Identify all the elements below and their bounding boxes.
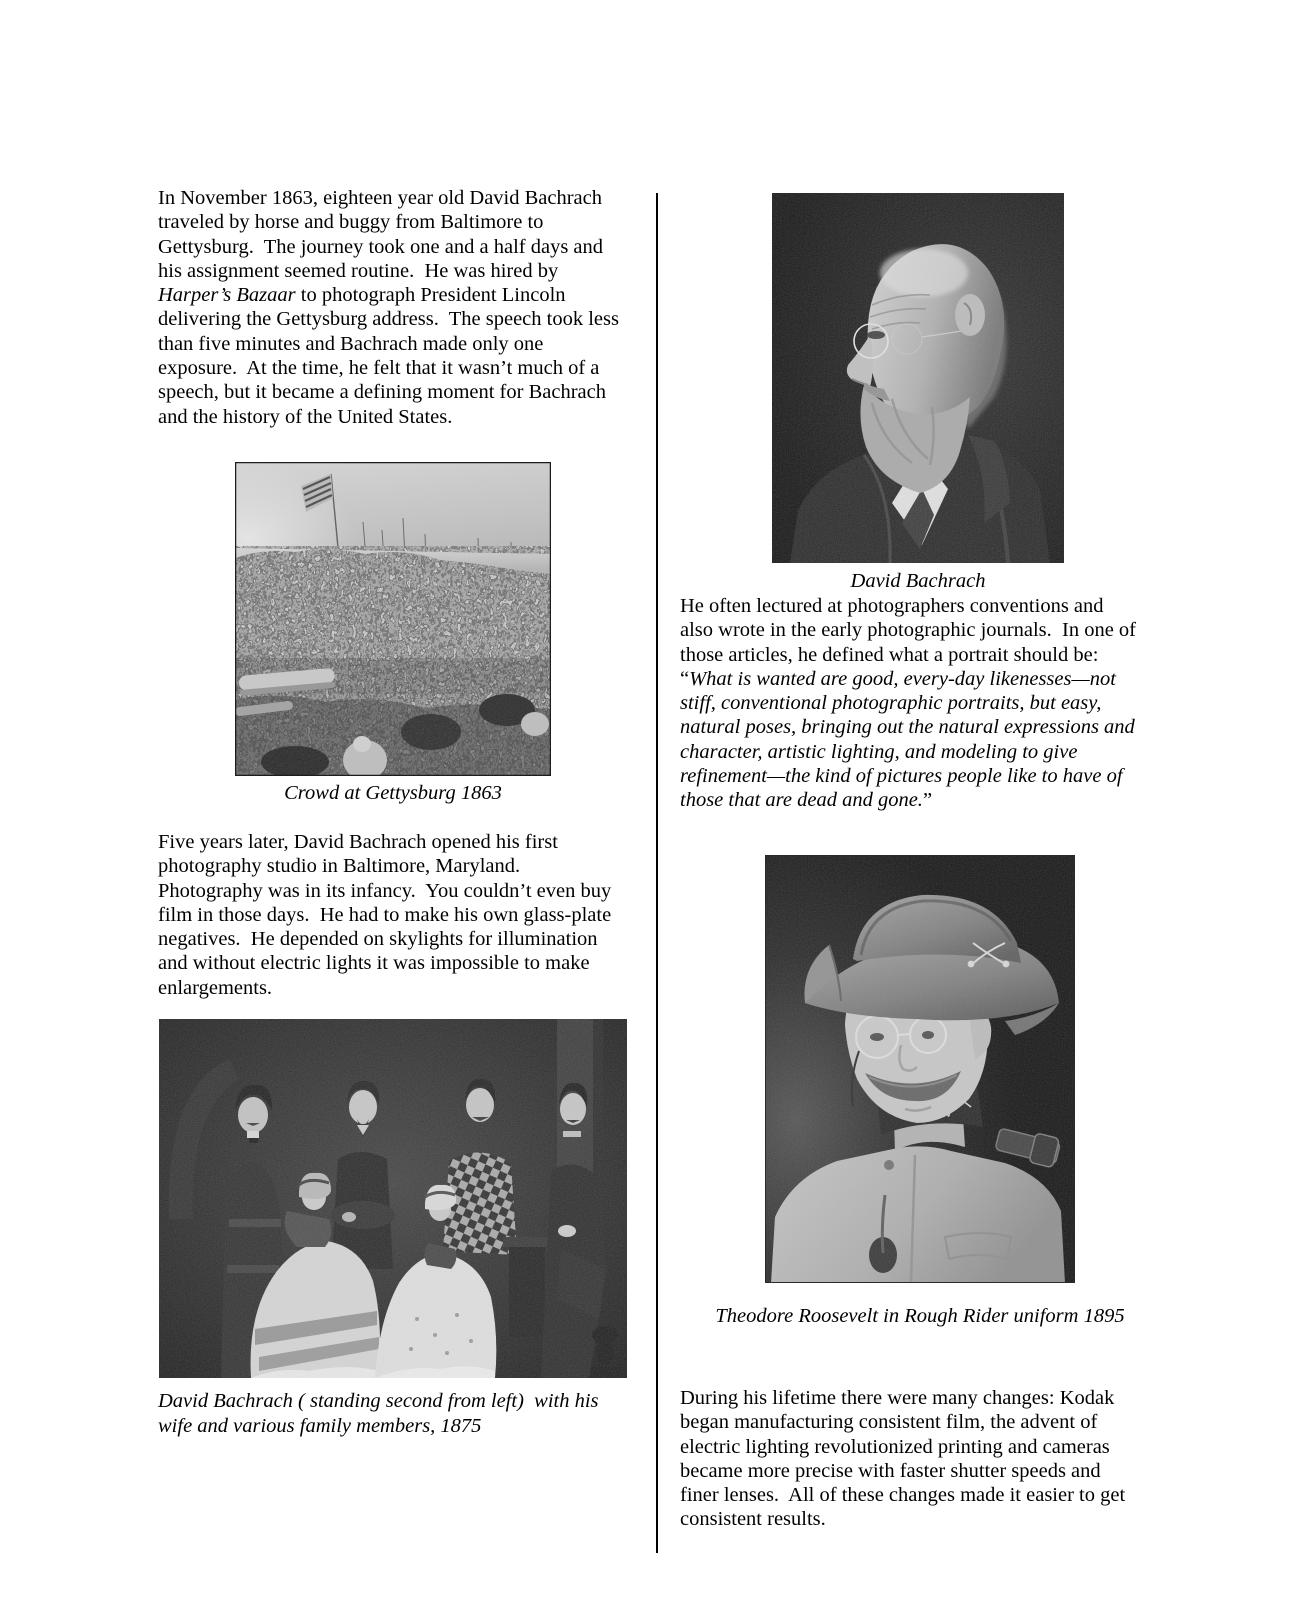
gettysburg-crowd-photo-art bbox=[235, 462, 551, 776]
changes-paragraph: During his lifetime there were many changes: Kodak began manufacturing consistent film, the advent of electric lighting revolutionized printing and cameras became more precise with faster shutter speeds and finer lenses. All of these changes made it easier to get consistent results. bbox=[680, 1387, 1131, 1531]
bachrach-portrait-caption: David Bachrach bbox=[850, 570, 986, 592]
roosevelt-photo bbox=[765, 855, 1075, 1283]
lectures-paragraph bbox=[680, 594, 1142, 813]
family-photo-caption: David Bachrach ( standing second from left) with his wife and various family members, 1875 bbox=[158, 1390, 604, 1437]
gettysburg-crowd-photo bbox=[235, 462, 551, 776]
bachrach-portrait-photo bbox=[772, 193, 1064, 563]
lectures-paragraph-text: He often lectured at photographers conventions and also wrote in the early photographic journals. In one of those articles, he defined what a portrait should be: “ bbox=[680, 595, 1142, 690]
studio-paragraph: Five years later, David Bachrach opened his first photography studio in Baltimore, Maryland. Photography was in its infancy. You couldn’t even buy film in those days. He had to make his own glass-plate negatives. He depended on skylights for illumination and without electric lights it was impossible to make enlargements. bbox=[158, 831, 617, 999]
gettysburg-photo-caption: Crowd at Gettysburg 1863 bbox=[284, 782, 502, 804]
closing-quote: ” bbox=[922, 789, 933, 812]
bachrach-portrait-photo-art bbox=[772, 193, 1064, 563]
column-divider-rule bbox=[656, 193, 658, 1553]
harpers-bazaar-italic: Harper’s Bazaar bbox=[158, 284, 296, 307]
intro-paragraph-text-cont: to photograph President Lincoln delivering the Gettysburg address. The speech took less than five minutes and Bachrach made only one exposure. At the time, he felt that it wasn’t much of a speech, but it became a defining moment for Bachrach and the history of the United States. bbox=[158, 284, 625, 428]
bachrach-family-photo bbox=[159, 1019, 627, 1378]
intro-paragraph bbox=[158, 186, 625, 429]
roosevelt-photo-caption: Theodore Roosevelt in Rough Rider uniform 1895 bbox=[715, 1305, 1125, 1327]
bachrach-family-photo-art bbox=[159, 1019, 627, 1378]
roosevelt-photo-art bbox=[765, 855, 1075, 1283]
intro-paragraph-text: In November 1863, eighteen year old David Bachrach traveled by horse and buggy from Baltimore to Gettysburg. The journey took one and a half days and his assignment seemed routine. He was hired by bbox=[158, 187, 609, 282]
portrait-quote-italic: What is wanted are good, every-day likenesses—not stiff, conventional photographic portraits, but easy, natural poses, bringing out the natural expressions and character, artistic lighting, and modeling to give refinement—the kind of pictures people like to have of those that are dead and gone. bbox=[680, 667, 1140, 812]
